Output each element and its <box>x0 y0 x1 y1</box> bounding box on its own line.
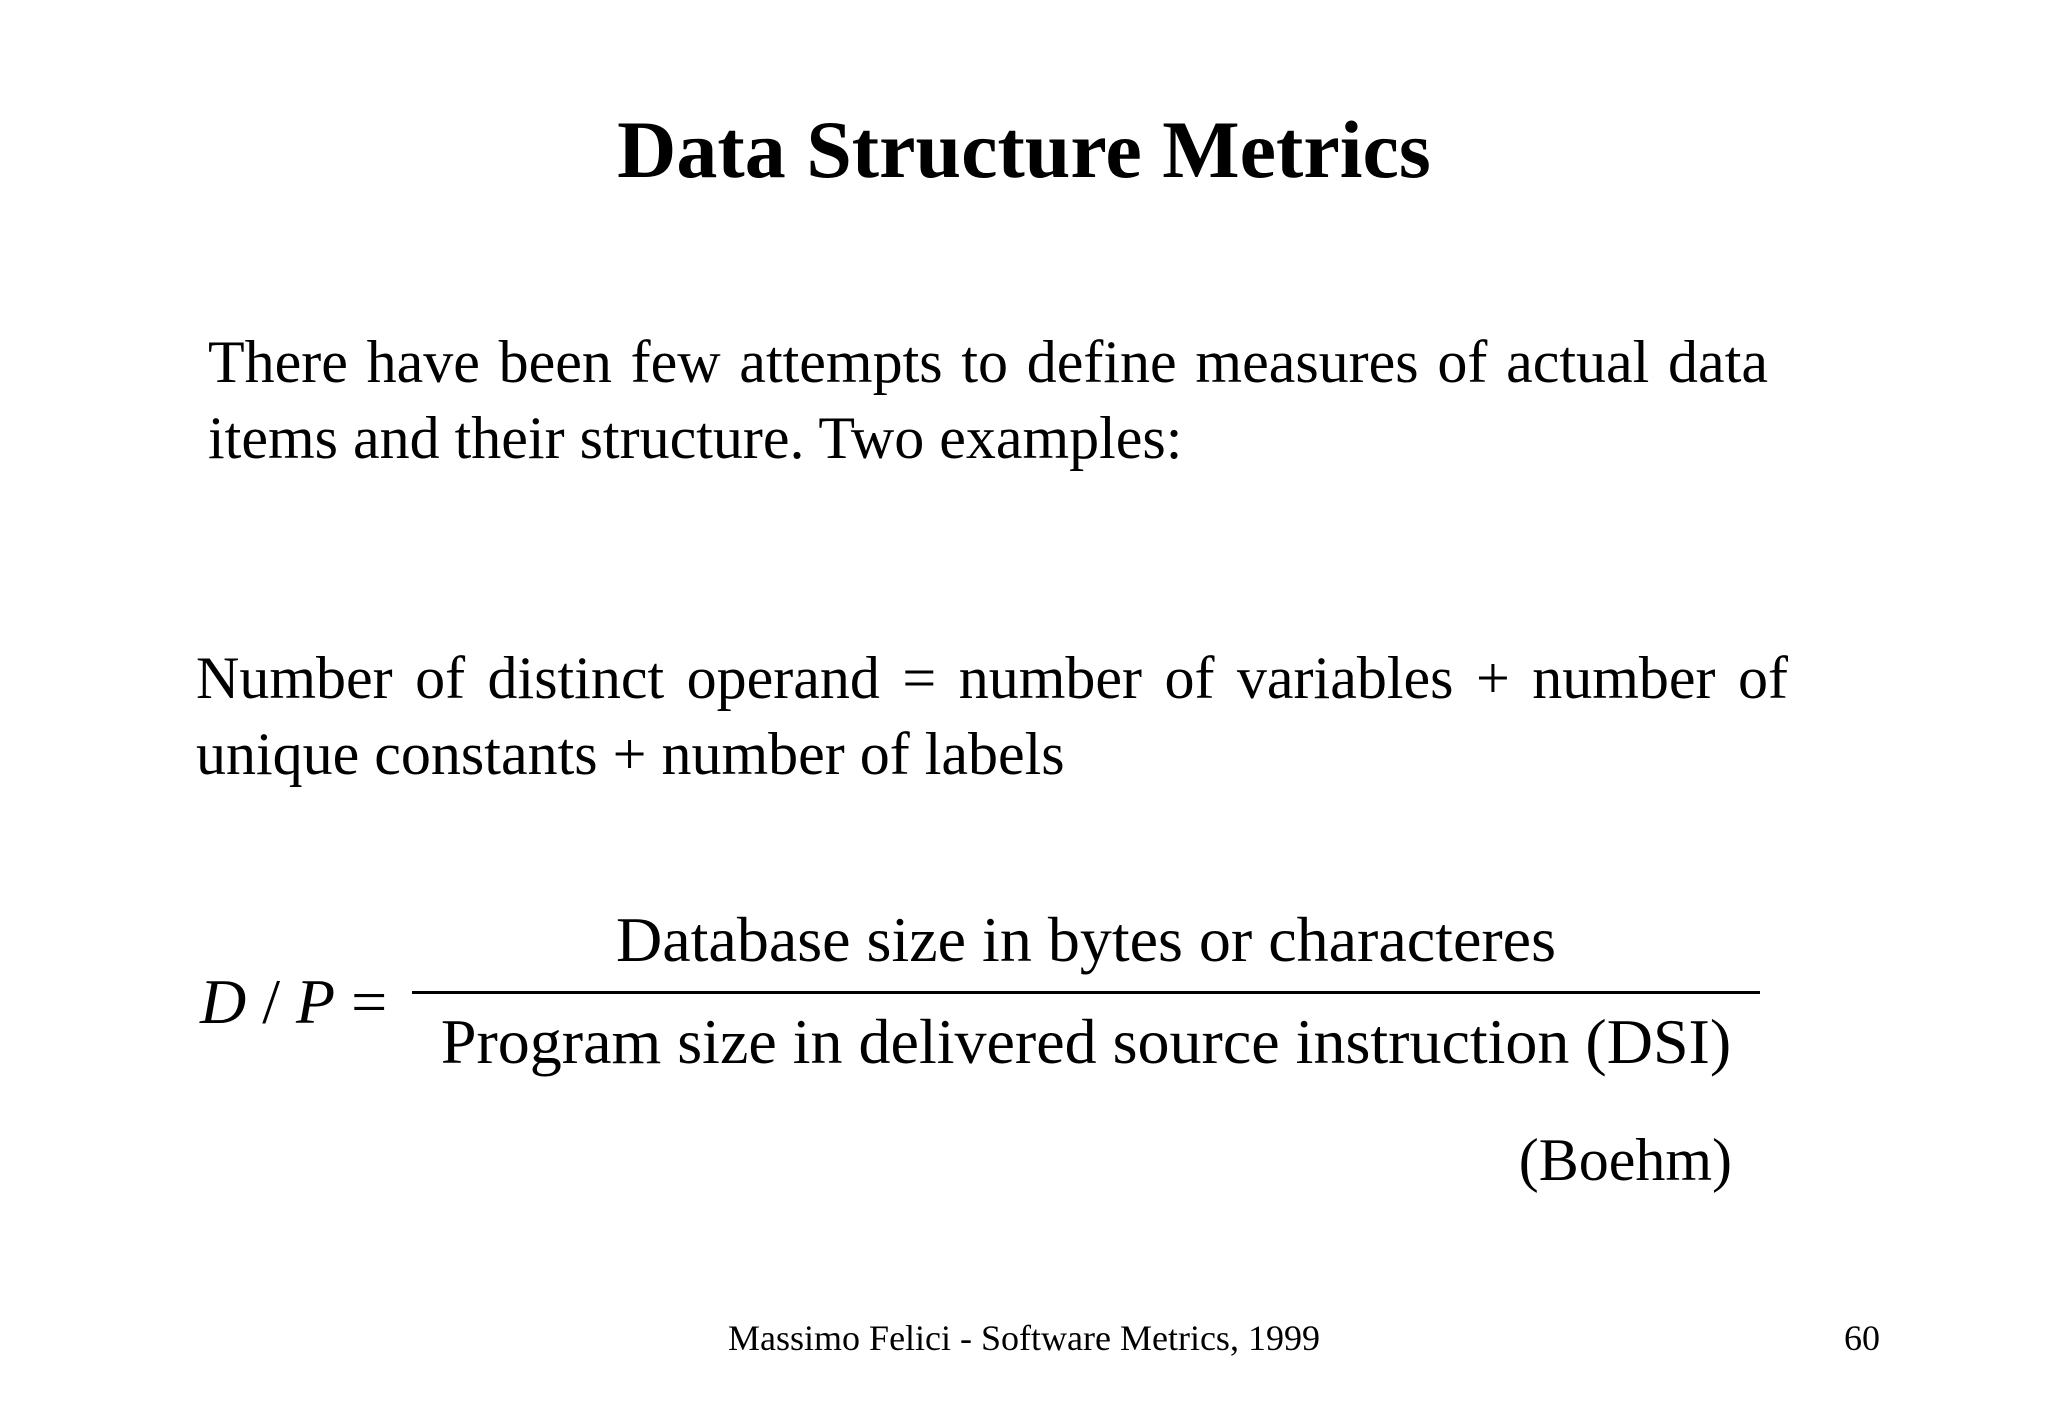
slide-title: Data Structure Metrics <box>617 104 1431 195</box>
formula-equals: = <box>335 966 388 1037</box>
fraction-numerator: Database size in bytes or characteres <box>616 904 1556 975</box>
page-number: 60 <box>1844 1318 1880 1358</box>
distinct-operand-definition: Number of distinct operand = number of variables + number of unique constants + number of labels <box>196 645 1788 787</box>
citation: (Boehm) <box>1518 1127 1732 1193</box>
formula-lhs-d: D <box>200 966 247 1037</box>
formula-lhs <box>200 962 387 1042</box>
dp-ratio-formula <box>200 900 1760 1100</box>
fraction-bar <box>412 991 1760 994</box>
fraction-denominator: Program size in delivered source instruction (DSI) <box>440 1006 1732 1077</box>
intro-paragraph: There have been few attempts to define measures of actual data items and their structure. Two examples: <box>208 329 1768 471</box>
footer-text: Massimo Felici - Software Metrics, 1999 <box>728 1318 1320 1358</box>
formula-lhs-p: P <box>296 966 336 1037</box>
formula-lhs-separator: / <box>246 966 296 1037</box>
